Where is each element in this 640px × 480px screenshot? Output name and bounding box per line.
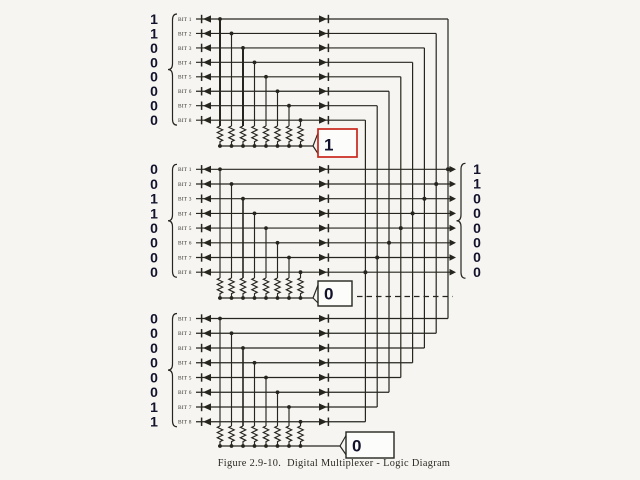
diode-icon [203, 88, 211, 95]
input-group-3 [150, 310, 448, 458]
diode-icon [203, 403, 211, 410]
input-group-1 [150, 11, 448, 157]
diode-icon [319, 254, 327, 261]
diode-icon [203, 180, 211, 187]
junction-dot [387, 241, 391, 245]
bit-label: BIT 8 [178, 419, 192, 426]
resistor-icon [217, 426, 222, 446]
input-bit-value: 0 [150, 83, 158, 100]
diode-icon [203, 315, 211, 322]
output-group [457, 161, 482, 280]
input-bit-value: 1 [150, 413, 158, 430]
enable-value: 1 [324, 135, 334, 155]
resistor-icon [229, 426, 234, 446]
input-bit-value: 0 [150, 161, 158, 178]
input-bit-value: 0 [150, 234, 158, 251]
output-arrow-icon [450, 181, 457, 188]
bit-label: BIT 7 [178, 103, 192, 110]
bit-label: BIT 1 [178, 316, 192, 323]
resistor-icon [263, 278, 268, 298]
resistor-icon [286, 426, 291, 446]
input-bit-value: 0 [150, 112, 158, 129]
diode-icon [203, 344, 211, 351]
diode-icon [319, 73, 327, 80]
output-arrow-icon [450, 240, 457, 247]
resistor-icon [298, 278, 303, 298]
output-arrow-icon [450, 254, 457, 261]
bit-label: BIT 3 [178, 45, 192, 52]
diode-icon [203, 389, 211, 396]
diode-icon [319, 225, 327, 232]
input-bit-value: 0 [150, 310, 158, 327]
diode-icon [319, 88, 327, 95]
input-bit-value: 0 [150, 39, 158, 56]
resistor-icon [298, 126, 303, 146]
input-bit-value: 0 [150, 68, 158, 85]
diode-icon [319, 30, 327, 37]
input-bit-value: 0 [150, 384, 158, 401]
resistor-icon [275, 126, 280, 146]
bit-bus-lines [365, 19, 448, 422]
bit-label: BIT 6 [178, 240, 192, 247]
junction-dot [411, 211, 415, 215]
diode-icon [203, 102, 211, 109]
resistor-icon [286, 126, 291, 146]
input-bit-value: 0 [150, 97, 158, 114]
bit-label: BIT 2 [178, 31, 192, 38]
input-bit-value: 0 [150, 264, 158, 281]
output-bit-value: 0 [473, 190, 481, 207]
diode-icon [319, 403, 327, 410]
diode-icon [203, 330, 211, 337]
resistor-icon [240, 426, 245, 446]
junction-dot [434, 182, 438, 186]
resistor-icon [286, 278, 291, 298]
input-bit-value: 0 [150, 175, 158, 192]
output-brace [457, 163, 466, 278]
bit-label: BIT 6 [178, 89, 192, 96]
diode-icon [319, 210, 327, 217]
diode-icon [203, 239, 211, 246]
input-bit-value: 0 [150, 325, 158, 342]
diode-icon [319, 102, 327, 109]
diode-icon [319, 239, 327, 246]
input-bit-value: 0 [150, 339, 158, 356]
resistor-icon [229, 278, 234, 298]
diode-icon [319, 15, 327, 22]
diode-icon [319, 117, 327, 124]
diagram-root [150, 11, 481, 458]
output-arrow-icon [450, 210, 457, 217]
diode-icon [203, 30, 211, 37]
bit-label: BIT 4 [178, 211, 192, 218]
diode-icon [203, 59, 211, 66]
input-brace [168, 164, 177, 277]
output-bit-value: 1 [473, 175, 481, 192]
diode-icon [319, 418, 327, 425]
diode-icon [203, 44, 211, 51]
diode-icon [203, 195, 211, 202]
resistor-icon [275, 278, 280, 298]
input-bit-value: 1 [150, 190, 158, 207]
diode-icon [203, 117, 211, 124]
diode-icon [203, 225, 211, 232]
diode-icon [319, 269, 327, 276]
diode-icon [203, 15, 211, 22]
output-bit-value: 0 [473, 205, 481, 222]
resistor-icon [240, 278, 245, 298]
junction-dot [422, 197, 426, 201]
output-arrow-icon [450, 225, 457, 232]
diode-icon [203, 359, 211, 366]
bit-label: BIT 3 [178, 345, 192, 352]
diode-icon [319, 59, 327, 66]
resistor-icon [252, 426, 257, 446]
output-bit-value: 0 [473, 219, 481, 236]
bit-label: BIT 4 [178, 360, 192, 367]
resistor-icon [252, 278, 257, 298]
bit-label: BIT 8 [178, 118, 192, 125]
resistor-icon [263, 126, 268, 146]
bit-label: BIT 2 [178, 181, 192, 188]
resistor-icon [252, 126, 257, 146]
figure-caption: Figure 2.9-10. Digital Multiplexer - Logic Diagram [217, 458, 451, 469]
bit-label: BIT 5 [178, 375, 192, 382]
input-bit-value: 1 [150, 10, 158, 27]
diode-icon [203, 166, 211, 173]
resistor-icon [298, 426, 303, 446]
bit-label: BIT 5 [178, 226, 192, 232]
bit-label: BIT 3 [178, 196, 192, 203]
resistor-icon [263, 426, 268, 446]
diode-icon [319, 166, 327, 173]
output-arrow-icon [450, 195, 457, 202]
input-bit-value: 0 [150, 354, 158, 371]
diode-icon [203, 73, 211, 80]
diode-icon [319, 389, 327, 396]
diode-icon [319, 180, 327, 187]
bit-label: BIT 1 [178, 167, 192, 174]
enable-value: 0 [352, 436, 362, 456]
input-bit-value: 1 [150, 398, 158, 415]
diode-icon [319, 330, 327, 337]
output-arrow-icon [450, 166, 457, 173]
input-bit-value: 1 [150, 25, 158, 42]
bit-label: BIT 2 [178, 331, 192, 338]
bit-label: BIT 7 [178, 404, 192, 411]
resistor-icon [240, 126, 245, 146]
diode-icon [319, 374, 327, 381]
bit-label: BIT 7 [178, 255, 192, 262]
diode-icon [319, 195, 327, 202]
diode-icon [203, 269, 211, 276]
output-arrow-icon [450, 269, 457, 276]
diode-icon [319, 344, 327, 351]
input-bit-value: 0 [150, 220, 158, 236]
diode-icon [203, 374, 211, 381]
resistor-icon [229, 126, 234, 146]
input-brace [168, 314, 177, 427]
resistor-icon [217, 126, 222, 146]
output-bit-value: 1 [473, 161, 481, 177]
bit-label: BIT 1 [178, 16, 192, 23]
input-brace [168, 14, 177, 125]
junction-dot [363, 270, 367, 274]
bit-label: BIT 5 [178, 74, 192, 81]
diode-icon [319, 359, 327, 366]
resistor-icon [217, 278, 222, 298]
bit-label: BIT 8 [178, 270, 192, 277]
input-bit-value: 0 [150, 369, 158, 386]
output-bit-value: 0 [473, 249, 481, 266]
diode-icon [319, 315, 327, 322]
diode-icon [319, 44, 327, 51]
enable-value: 0 [324, 284, 334, 304]
bit-label: BIT 4 [178, 60, 192, 67]
input-group-2 [150, 161, 456, 306]
junction-dot [399, 226, 403, 230]
output-bit-value: 0 [473, 263, 481, 280]
input-bit-value: 0 [150, 249, 158, 266]
junction-dot [446, 167, 450, 171]
bit-label: BIT 6 [178, 390, 192, 397]
diode-icon [203, 254, 211, 261]
diode-icon [203, 210, 211, 217]
junction-dot [375, 256, 379, 260]
input-bit-value: 0 [150, 54, 158, 71]
input-bit-value: 1 [150, 205, 158, 222]
output-bit-value: 0 [473, 234, 481, 251]
resistor-icon [275, 426, 280, 446]
diode-icon [203, 418, 211, 425]
